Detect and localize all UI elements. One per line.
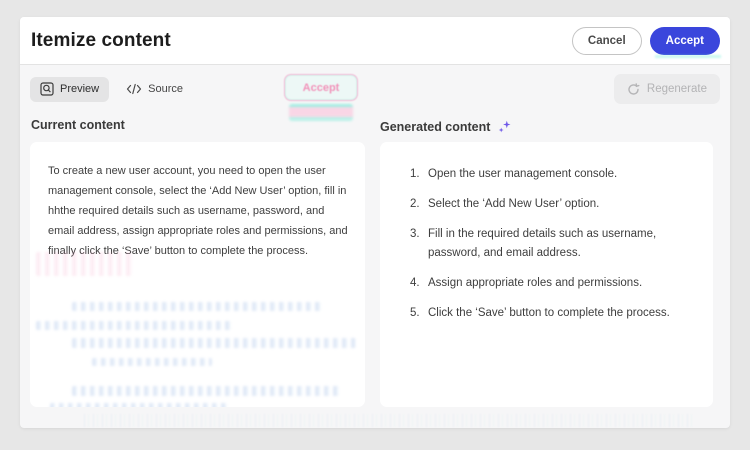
- ghost-noise-artifact: [84, 414, 694, 427]
- tab-source-label: Source: [148, 83, 183, 95]
- current-content-label: Current content: [31, 118, 125, 132]
- generated-content-label: Generated content: [380, 119, 491, 134]
- tab-preview[interactable]: [30, 77, 109, 102]
- cancel-button[interactable]: Cancel: [572, 27, 642, 55]
- list-item-number: 2.: [410, 198, 420, 210]
- list-item: [410, 165, 696, 184]
- ghost-text-artifact: [92, 358, 212, 366]
- regenerate-label: Regenerate: [646, 83, 707, 95]
- list-item: [410, 304, 696, 323]
- sparkles-icon: [497, 120, 512, 135]
- itemize-content-dialog: [20, 17, 730, 428]
- list-item: [410, 195, 696, 214]
- current-content-text: To create a new user account, you need to open the user management console, select the ‘Add New User’ option, fill in hhthe required details such as username, password, and email address, assign appropriate roles and permissions, and finally click the ‘Save’ button to complete the process.: [48, 165, 348, 257]
- list-item-number: 3.: [410, 228, 420, 240]
- list-item-text: Fill in the required details such as username, password, and email address.: [428, 228, 657, 259]
- accept-button[interactable]: Accept: [650, 27, 720, 55]
- tab-preview-label: Preview: [60, 83, 100, 95]
- list-item-number: 1.: [410, 168, 420, 180]
- generated-content-panel: [380, 142, 713, 407]
- current-content-heading: [31, 118, 125, 132]
- list-item-number: 5.: [410, 307, 420, 319]
- page-title: Itemize content: [31, 29, 171, 51]
- generated-content-heading: [380, 118, 512, 135]
- ghost-text-artifact: [36, 252, 132, 276]
- source-code-icon: [126, 83, 142, 95]
- list-item-text: Open the user management console.: [428, 168, 618, 180]
- refresh-icon: [627, 83, 640, 96]
- ghost-text-artifact: [72, 386, 340, 396]
- ghost-text-artifact: [50, 403, 230, 407]
- list-item-text: Click the ‘Save’ button to complete the process.: [428, 307, 670, 319]
- ghost-text-artifact: [72, 338, 356, 348]
- dialog-header: [20, 17, 730, 65]
- ghost-bar-artifact: [289, 104, 353, 121]
- list-item: [410, 274, 696, 293]
- list-item-text: Select the ‘Add New User’ option.: [428, 198, 600, 210]
- ghost-accept-artifact: Accept: [284, 74, 358, 101]
- regenerate-button[interactable]: [614, 74, 720, 104]
- view-toolbar: [20, 72, 730, 106]
- generated-steps-list: [410, 165, 696, 334]
- list-item-number: 4.: [410, 277, 420, 289]
- list-item: [410, 225, 696, 263]
- list-item-text: Assign appropriate roles and permissions.: [428, 277, 643, 289]
- ghost-text-artifact: [36, 321, 234, 330]
- ghost-text-artifact: [72, 302, 322, 311]
- preview-icon: [40, 82, 54, 96]
- current-content-panel: [30, 142, 365, 407]
- tab-source[interactable]: [116, 77, 193, 102]
- header-actions: [572, 27, 720, 55]
